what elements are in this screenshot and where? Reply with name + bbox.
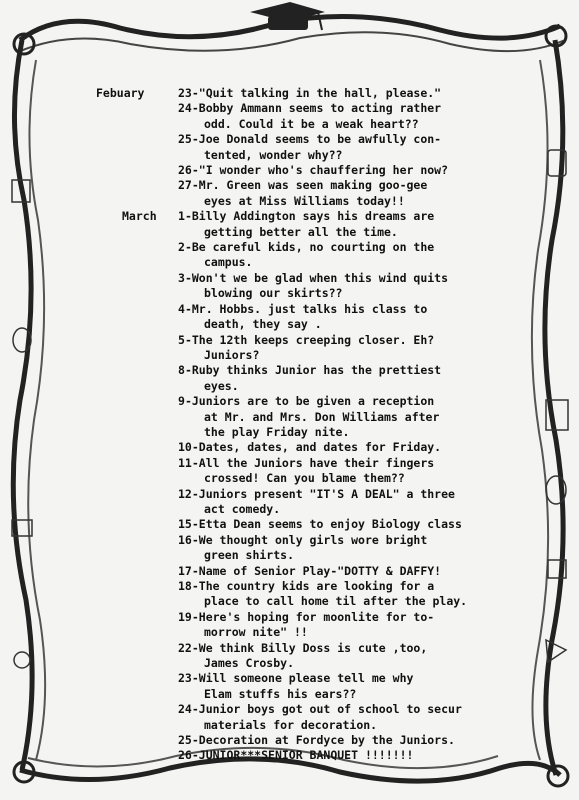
entry-first-line [178,733,536,748]
entry-line: -The 12th keeps creeping closer. Eh? [184,332,435,347]
diary-entry [96,610,536,641]
entry-day: 23 [178,671,192,686]
entry-line: -Mr. Green was seen making goo-gee [191,178,428,193]
entry-day: 15 [178,517,192,532]
entry-text [178,671,536,702]
entry-line: -"I wonder who's chauffering her now? [191,163,449,178]
diary-entries [96,86,536,764]
entry-day: 23 [178,86,192,100]
entry-line: -Dates, dates, and dates for Friday. [191,440,442,455]
entry-first-line [178,517,536,532]
diary-entry [96,240,536,271]
entry-line: -Billy Addington says his dreams are [184,209,435,224]
entry-line: -Here's hoping for moonlite for to- [191,609,435,624]
entry-first-line [178,641,536,656]
diary-entry [96,163,536,178]
entry-day: 24 [178,702,192,717]
diary-entry [96,748,536,763]
entry-line: -Mr. Hobbs. just talks his class to [184,301,428,316]
entry-line: morrow nite" !! [204,625,308,640]
entry-line: -Ruby thinks Junior has the prettiest [184,363,442,378]
entry-first-line [178,456,536,471]
entry-line: green shirts. [204,548,295,563]
diary-entry [96,641,536,672]
entry-text [178,394,536,440]
entry-text [178,271,536,302]
entry-text [178,440,536,455]
entry-day: 27 [178,178,192,193]
diary-entry [96,101,536,132]
entry-day: 9 [178,394,185,409]
entry-line: place to call home til after the play. [204,594,468,609]
entry-line: -Decoration at Fordyce by the Juniors. [191,733,455,748]
diary-entry [96,271,536,302]
entry-line: getting better all the time. [204,224,398,239]
entry-line: -JUNIOR***SENIOR BANQUET !!!!!!! [191,748,414,763]
entry-first-line [178,302,536,317]
entry-line: -The country kids are looking for a [191,579,435,593]
entry-text [178,86,536,101]
entry-line: at Mr. and Mrs. Don Williams after [204,409,440,424]
diary-entry [96,487,536,518]
entry-text [178,302,536,333]
entry-first-line [178,394,536,409]
entry-first-line [178,132,536,147]
entry-line: -"Quit talking in the hall, please." [191,86,442,100]
entry-day: 18 [178,579,192,593]
entry-month: Febuary [96,86,145,100]
entry-day: 25 [178,132,192,147]
entry-text [178,240,536,271]
entry-line: crossed! Can you blame them?? [204,471,405,486]
entry-month: March [122,209,157,224]
entry-text [178,163,536,178]
entry-first-line [178,240,536,255]
entry-line: -We thought only girls wore bright [191,532,428,547]
entry-line: -Joe Donald seems to be awfully con- [191,132,442,147]
entry-text [178,363,536,394]
entry-line: materials for decoration. [204,717,378,732]
entry-first-line [178,101,536,116]
entry-day: 1 [178,209,185,224]
entry-text [178,610,536,641]
entry-first-line [178,363,536,378]
entry-text [178,579,536,610]
entry-line: -We think Billy Doss is cute ,too, [191,640,428,655]
diary-entry [96,564,536,579]
entry-line: -Be careful kids, no courting on the [184,240,435,255]
entry-line: blowing our skirts?? [204,286,343,301]
entry-first-line [178,533,536,548]
entry-line: -All the Juniors have their fingers [191,455,435,470]
entry-line: campus. [204,255,253,270]
entry-text [178,517,536,532]
entry-day: 26 [178,748,192,763]
entry-text [178,533,536,564]
entry-day: 11 [178,455,192,470]
entry-first-line [178,610,536,625]
entry-day: 16 [178,532,192,547]
diary-entry [96,440,536,455]
entry-line: Elam stuffs his ears?? [204,686,357,701]
entry-day: 4 [178,301,185,316]
entry-day: 26 [178,163,192,178]
entry-day: 2 [178,240,185,255]
entry-line: -Will someone please tell me why [191,671,414,686]
diary-entry [96,579,536,610]
entry-line: eyes at Miss Williams today!! [204,193,405,208]
diary-entry [96,209,536,240]
entry-text [178,209,536,240]
entry-first-line [178,333,536,348]
entry-day: 19 [178,609,192,624]
entry-line: eyes. [204,378,239,393]
diary-entry [96,517,536,532]
diary-entry [96,733,536,748]
entry-text [178,641,536,672]
diary-entry [96,86,536,101]
entry-first-line [178,163,536,178]
entry-line: -Juniors present "IT'S A DEAL" a three [191,486,455,501]
diary-entry [96,671,536,702]
entry-text [178,487,536,518]
entry-text [178,456,536,487]
entry-day: 24 [178,101,192,116]
entry-first-line [178,564,536,579]
entry-first-line [178,271,536,286]
entry-first-line [178,440,536,455]
entry-text [178,702,536,733]
entry-first-line [178,579,536,594]
entry-first-line [178,178,536,193]
entry-line: act comedy. [204,501,281,516]
entry-line: -Juniors are to be given a reception [184,394,435,409]
entry-line: death, they say . [204,317,322,332]
diary-entry [96,178,536,209]
entry-day: 22 [178,640,192,655]
entry-line: the play Friday nite. [204,424,350,439]
entry-day: 17 [178,563,192,578]
entry-first-line [178,209,536,224]
entry-day: 25 [178,733,192,748]
entry-line: -Etta Dean seems to enjoy Biology class [191,517,462,532]
diary-entry [96,533,536,564]
entry-line: tented, wonder why?? [204,147,343,162]
entry-first-line [178,86,536,101]
diary-entry [96,456,536,487]
entry-first-line [178,671,536,686]
diary-entry [96,132,536,163]
entry-day: 10 [178,440,192,455]
diary-entry [96,702,536,733]
entry-day: 5 [178,332,185,347]
entry-first-line [178,487,536,502]
entry-first-line [178,748,536,763]
entry-line: James Crosby. [204,656,295,671]
entry-first-line [178,702,536,717]
entry-day: 8 [178,363,185,378]
entry-line: odd. Could it be a weak heart?? [204,116,419,131]
entry-line: Juniors? [204,347,260,362]
diary-entry [96,363,536,394]
entry-text [178,564,536,579]
entry-text [178,333,536,364]
entry-text [178,748,536,763]
diary-entry [96,302,536,333]
entry-text [178,132,536,163]
diary-entry [96,333,536,364]
entry-day: 3 [178,270,185,285]
entry-text [178,733,536,748]
entry-line: -Bobby Ammann seems to acting rather [191,101,442,116]
entry-day: 12 [178,486,192,501]
entry-line: -Junior boys got out of school to secur [191,702,462,717]
entry-line: -Name of Senior Play-"DOTTY & DAFFY! [191,563,442,578]
entry-text [178,178,536,209]
diary-entry [96,394,536,440]
entry-line: -Won't we be glad when this wind quits [184,270,449,285]
entry-text [178,101,536,132]
